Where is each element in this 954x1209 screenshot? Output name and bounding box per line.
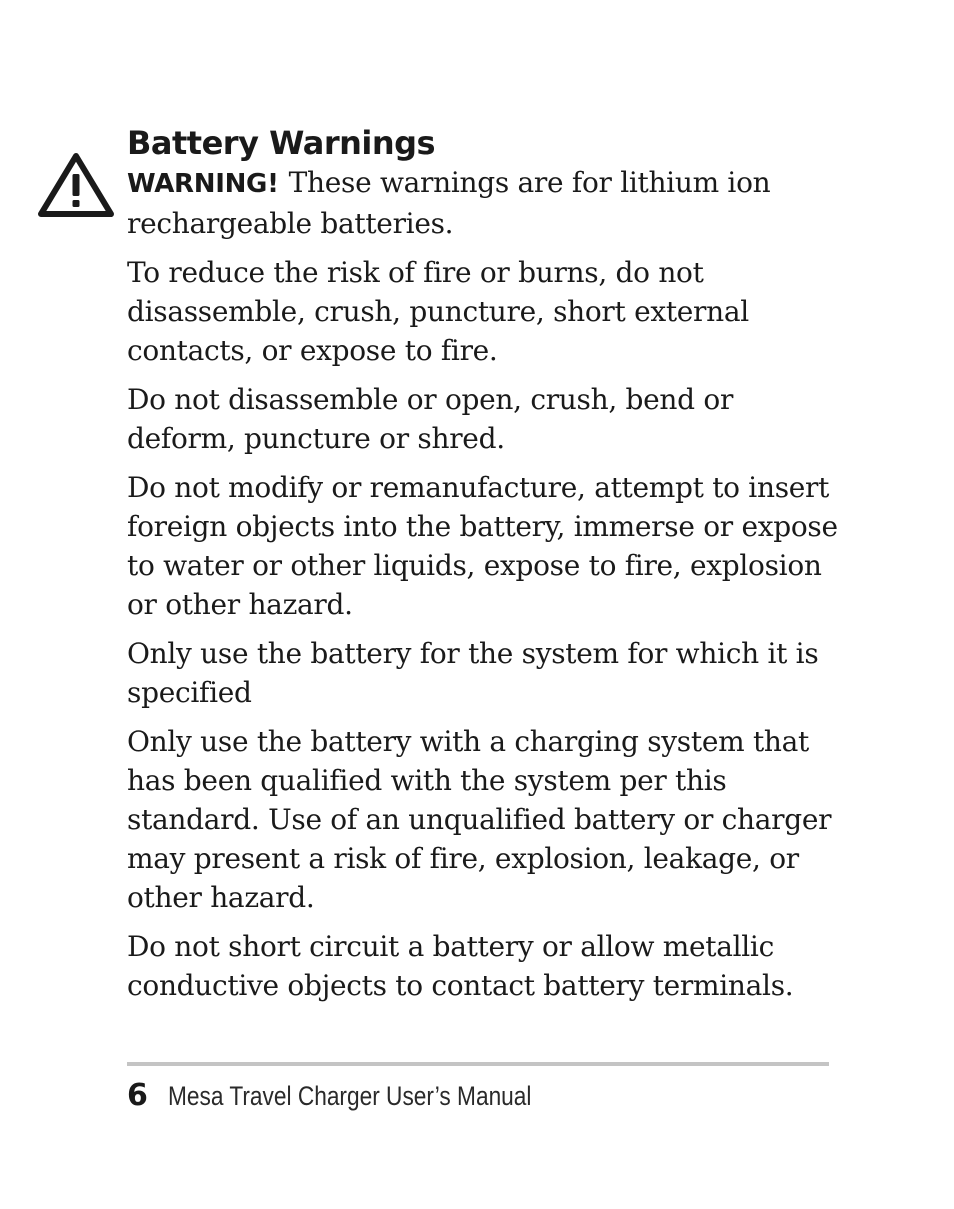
warning-intro — [127, 163, 847, 243]
warning-paragraph: Do not disassemble or open, crush, bend or deform, puncture or shred. — [127, 383, 734, 455]
warning-label: WARNING! — [127, 169, 279, 199]
section-heading: Battery Warnings — [127, 124, 436, 162]
warning-text: These warnings are for lithium ion rechargeable batteries. — [127, 166, 771, 240]
warning-paragraph: Do not short circuit a battery or allow metallic conductive objects to contact battery terminals. — [127, 930, 794, 1002]
warning-triangle-icon — [36, 150, 116, 220]
page-footer — [127, 1078, 601, 1122]
battery-warnings-section — [127, 123, 847, 1015]
footer-divider — [127, 1062, 829, 1066]
warning-paragraph: Only use the battery with a charging system that has been qualified with the system per this standard. Use of an unqualified battery or charger may present a risk of fire, explosion, leakage, or other hazard. — [127, 725, 832, 914]
page-number: 6 — [127, 1078, 148, 1113]
manual-title: Mesa Travel Charger User’s Manual — [167, 1081, 532, 1111]
warning-paragraph: Do not modify or remanufacture, attempt to insert foreign objects into the battery, immerse or expose to water or other liquids, expose to fire, explosion or other hazard. — [127, 471, 838, 621]
warning-paragraph: Only use the battery for the system for which it is specified — [127, 637, 819, 709]
warning-paragraph: To reduce the risk of fire or burns, do not disassemble, crush, puncture, short external contacts, or expose to fire. — [127, 256, 749, 367]
